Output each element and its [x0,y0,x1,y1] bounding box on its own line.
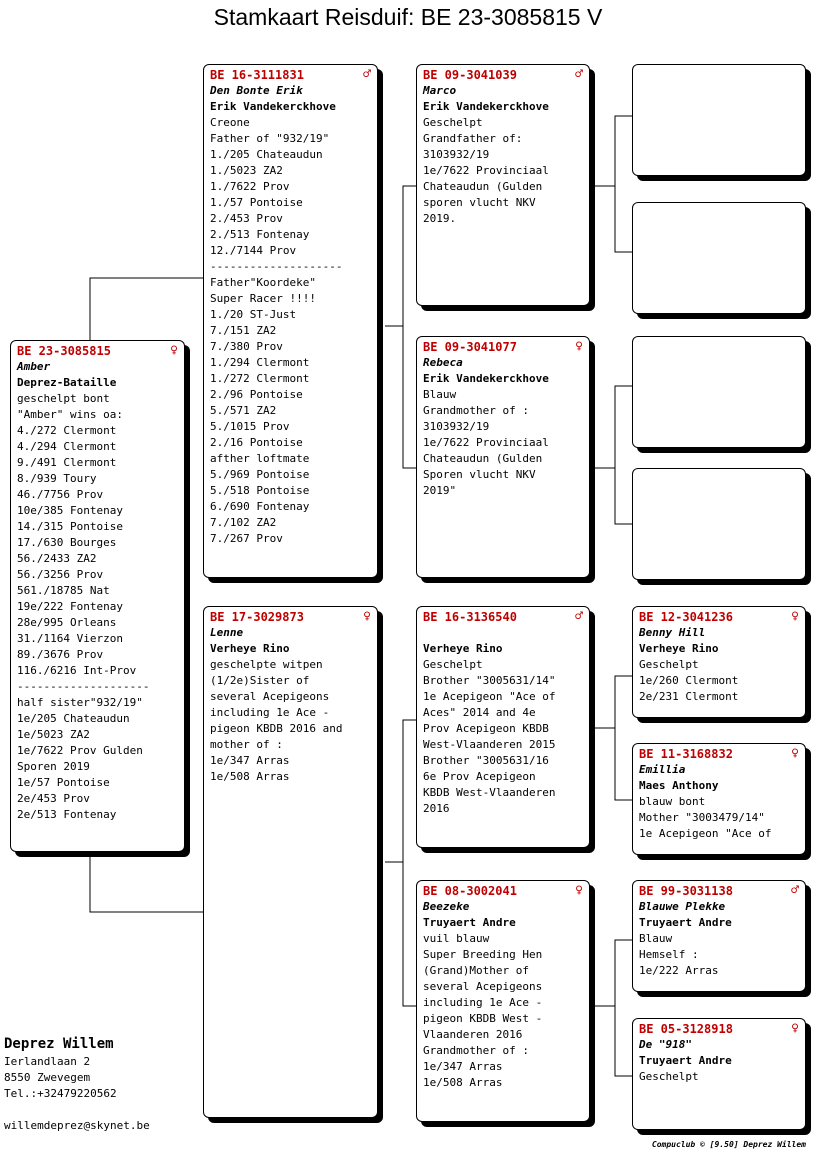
note-line: 2./96 Pontoise [210,388,303,401]
great-grandparent-card [632,743,806,855]
note-line: 10e/385 Fontenay [17,504,123,517]
note-line: 1./272 Clermont [210,372,310,385]
ring-number: BE 09-3041039 [423,68,517,82]
note-line: 3103932/19 [423,420,490,433]
pigeon-name: Emillia [639,763,686,776]
owner-name: Deprez Willem [4,1036,114,1052]
page-title: Stamkaart Reisduif: BE 23-3085815 V [213,4,603,30]
ring-number: BE 12-3041236 [639,610,733,624]
note-line: afther loftmate [210,452,310,465]
card-notes [639,657,799,705]
note-line: "Amber" wins oa: [17,408,123,421]
note-line: 89./3676 Prov [17,648,104,661]
note-line: 2./513 Fontenay [210,228,310,241]
note-line: Mother "3003479/14" [639,811,765,824]
note-line: 2019" [423,484,457,497]
female-icon: ♀ [170,343,178,358]
note-line: 1./205 Chateaudun [210,148,323,161]
female-icon: ♀ [791,746,799,761]
footer-credit: Compuclub © [9.50] Deprez Willem [651,1140,806,1149]
breeder-name: Verheye Rino [423,642,503,655]
note-line: West-Vlaanderen 2015 [423,738,556,751]
maternal-grandmother-card [416,880,590,1122]
pigeon-name: Amber [17,360,51,373]
owner-email[interactable]: willemdeprez@skynet.be [4,1119,150,1132]
note-line: pigeon KBDB West - [423,1012,543,1025]
breeder-name: Truyaert Andre [639,916,732,929]
note-line: Aces" 2014 and 4e [423,706,536,719]
card-notes [423,931,583,1091]
note-line: 1e/260 Clermont [639,674,739,687]
great-grandparent-card [632,606,806,718]
note-line: Super Breeding Hen [423,948,543,961]
note-line: Sporen 2019 [17,760,90,773]
note-line: 2e/231 Clermont [639,690,739,703]
ring-number: BE 99-3031138 [639,884,733,898]
note-line: 1e/7622 Provinciaal [423,436,549,449]
note-line: 5./969 Pontoise [210,468,310,481]
card-notes [210,115,371,547]
owner-block [4,1034,150,1134]
note-line: Chateaudun (Gulden [423,180,543,193]
card-notes [423,387,583,499]
ring-number: BE 08-3002041 [423,884,517,898]
note-line: 17./630 Bourges [17,536,117,549]
note-line: blauw bont [639,795,706,808]
pigeon-name: Den Bonte Erik [210,84,303,97]
note-line: several Acepigeons [210,690,330,703]
owner-phone: Tel.:+32479220562 [4,1087,117,1100]
card-notes [639,794,799,842]
ring-number: BE 17-3029873 [210,610,304,624]
male-icon: ♂ [575,609,583,624]
note-line: Blauw [423,388,457,401]
note-line: Grandmother of : [423,404,529,417]
note-line: 3103932/19 [423,148,490,161]
note-line: 8./939 Toury [17,472,97,485]
pigeon-name: Benny Hill [639,626,706,639]
note-line: 28e/995 Orleans [17,616,117,629]
pigeon-name: De "918" [639,1038,692,1051]
great-grandparent-card [632,1018,806,1130]
note-line: 1./5023 ZA2 [210,164,283,177]
note-line: 5./1015 Prov [210,420,290,433]
breeder-name: Maes Anthony [639,779,719,792]
note-line: 6./690 Fontenay [210,500,310,513]
note-line: 561./18785 Nat [17,584,110,597]
note-line: 1./7622 Prov [210,180,290,193]
ring-number: BE 09-3041077 [423,340,517,354]
note-line: 5./518 Pontoise [210,484,310,497]
note-line: -------------------- [17,680,150,693]
note-line: 1e/57 Pontoise [17,776,110,789]
note-line: 1e/347 Arras [423,1060,503,1073]
note-line: 1e/222 Arras [639,964,719,977]
note-line: KBDB West-Vlaanderen [423,786,556,799]
note-line: 1./57 Pontoise [210,196,303,209]
note-line: geschelpt bont [17,392,110,405]
note-line: Super Racer !!!! [210,292,316,305]
note-line: 7./151 ZA2 [210,324,277,337]
note-line: Geschelpt [639,658,699,671]
empty-card [632,336,806,448]
note-line: 6e Prov Acepigeon [423,770,536,783]
note-line: 56./3256 Prov [17,568,104,581]
note-line: 9./491 Clermont [17,456,117,469]
note-line: 1e Acepigeon "Ace of [639,827,772,840]
note-line: 116./6216 Int-Prov [17,664,137,677]
note-line: geschelpte witpen [210,658,323,671]
note-line: 4./294 Clermont [17,440,117,453]
note-line: 56./2433 ZA2 [17,552,97,565]
note-line: half sister"932/19" [17,696,143,709]
breeder-name: Verheye Rino [639,642,719,655]
card-notes [210,657,371,785]
note-line: Geschelpt [423,658,483,671]
note-line: 1e/5023 ZA2 [17,728,90,741]
ring-number: BE 11-3168832 [639,747,733,761]
note-line: 1e/508 Arras [423,1076,503,1089]
note-line: 1e/7622 Prov Gulden [17,744,143,757]
note-line: 2./16 Pontoise [210,436,303,449]
female-icon: ♀ [575,883,583,898]
pigeon-name: Blauwe Plekke [639,900,726,913]
owner-address: Ierlandlaan 2 [4,1055,91,1068]
note-line: Father of "932/19" [210,132,330,145]
owner-city: 8550 Zwevegem [4,1071,91,1084]
note-line: 1e/508 Arras [210,770,290,783]
note-line: Brother "3005631/16 [423,754,549,767]
note-line: 14./315 Pontoise [17,520,123,533]
card-notes [639,931,799,979]
pigeon-name: Rebeca [423,356,463,369]
maternal-grandfather-card [416,606,590,848]
note-line: Grandmother of : [423,1044,529,1057]
note-line: 31./1164 Vierzon [17,632,123,645]
note-line: Sporen vlucht NKV [423,468,536,481]
note-line: pigeon KBDB 2016 and [210,722,343,735]
breeder-name: Truyaert Andre [639,1054,732,1067]
note-line: Creone [210,116,250,129]
empty-card [632,64,806,176]
pigeon-name: Marco [423,84,457,97]
note-line: 1e/7622 Provinciaal [423,164,549,177]
note-line: Vlaanderen 2016 [423,1028,523,1041]
note-line: sporen vlucht NKV [423,196,536,209]
note-line: 1e Acepigeon "Ace of [423,690,556,703]
note-line: Chateaudun (Gulden [423,452,543,465]
note-line: 19e/222 Fontenay [17,600,123,613]
breeder-name: Truyaert Andre [423,916,516,929]
card-notes [423,657,583,817]
card-notes [423,115,583,227]
breeder-name: Erik Vandekerckhove [423,100,549,113]
note-line: including 1e Ace - [210,706,330,719]
note-line: Grandfather of: [423,132,523,145]
male-icon: ♂ [363,67,371,82]
ring-number: BE 16-3111831 [210,68,304,82]
pigeon-name: Lenne [210,626,244,639]
note-line: 7./267 Prov [210,532,283,545]
female-icon: ♀ [791,1021,799,1036]
female-icon: ♀ [791,609,799,624]
male-icon: ♂ [575,67,583,82]
card-notes [17,391,178,823]
card-notes [639,1069,799,1085]
note-line: 2019. [423,212,457,225]
ring-number: BE 05-3128918 [639,1022,733,1036]
note-line: 46./7756 Prov [17,488,104,501]
note-line: -------------------- [210,260,343,273]
note-line: 2e/513 Fontenay [17,808,117,821]
ring-number: BE 23-3085815 [17,344,111,358]
note-line: 1./294 Clermont [210,356,310,369]
great-grandparent-card [632,880,806,992]
note-line: 2016 [423,802,450,815]
breeder-name: Erik Vandekerckhove [210,100,336,113]
paternal-grandfather-card [416,64,590,306]
note-line: Brother "3005631/14" [423,674,556,687]
subject-card [10,340,185,852]
note-line: 2e/453 Prov [17,792,90,805]
note-line: 4./272 Clermont [17,424,117,437]
breeder-name: Verheye Rino [210,642,290,655]
note-line: Father"Koordeke" [210,276,316,289]
note-line: 1e/347 Arras [210,754,290,767]
note-line: Prov Acepigeon KBDB [423,722,549,735]
note-line: 7./380 Prov [210,340,283,353]
note-line: 1./20 ST-Just [210,308,297,321]
paternal-grandmother-card [416,336,590,578]
pigeon-name [423,625,583,641]
note-line: Geschelpt [639,1070,699,1083]
note-line: (1/2e)Sister of [210,674,310,687]
ring-number: BE 16-3136540 [423,610,517,624]
note-line: Hemself : [639,948,699,961]
empty-card [632,468,806,580]
note-line: Blauw [639,932,673,945]
male-icon: ♂ [791,883,799,898]
note-line: 7./102 ZA2 [210,516,277,529]
note-line: 1e/205 Chateaudun [17,712,130,725]
note-line: several Acepigeons [423,980,543,993]
note-line: including 1e Ace - [423,996,543,1009]
note-line: 12./7144 Prov [210,244,297,257]
note-line: Geschelpt [423,116,483,129]
note-line: 5./571 ZA2 [210,404,277,417]
breeder-name: Deprez-Bataille [17,376,117,389]
note-line: 2./453 Prov [210,212,283,225]
pigeon-name: Beezeke [423,900,470,913]
note-line: vuil blauw [423,932,490,945]
father-card [203,64,378,578]
mother-card [203,606,378,1118]
breeder-name: Erik Vandekerckhove [423,372,549,385]
note-line: mother of : [210,738,283,751]
empty-card [632,202,806,314]
note-line: (Grand)Mother of [423,964,529,977]
female-icon: ♀ [575,339,583,354]
female-icon: ♀ [363,609,371,624]
